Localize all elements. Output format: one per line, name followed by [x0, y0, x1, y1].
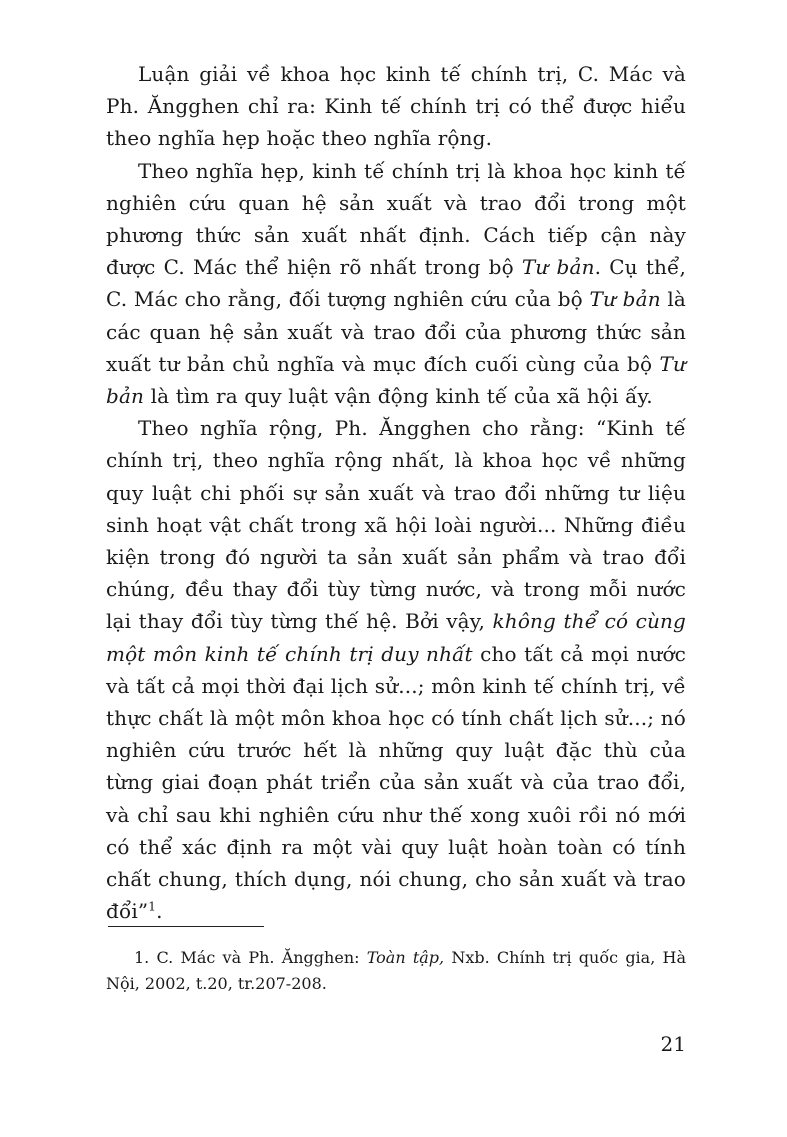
italic-text: Tư bản	[521, 255, 595, 280]
main-text	[106, 58, 686, 927]
text-run: Theo nghĩa hẹp, kinh tế chính trị là khoa học kinh tế nghiên cứu quan hệ sản xuất và trao đổi trong một phương thức sản xuất nhất định. Cách tiếp cận này được C. Mác thể hiện rõ nhất trong bộ	[106, 158, 686, 280]
text-run: Luận giải về khoa học kinh tế chính trị, C. Mác và Ph. Ăngghen chỉ ra: Kinh tế chính trị có thể được hiểu theo nghĩa hẹp hoặc theo nghĩa rộng.	[106, 62, 686, 151]
italic-text: Toàn tập,	[366, 948, 445, 967]
text-run: là các quan hệ sản xuất và trao đổi của phương thức sản xuất tư bản chủ nghĩa và mục đích cuối cùng của bộ	[106, 287, 687, 376]
italic-text: Tư bản	[106, 351, 686, 409]
paragraph	[106, 155, 686, 413]
text-run: cho tất cả mọi nước và tất cả mọi thời đại lịch sử...; môn kinh tế chính trị, về thực chất là một môn khoa học có tính chất lịch sử...; nó nghiên cứu trước hết là những quy luật đặc thù của từng giai đoạn phát triển của sản xuất và của trao đổi, và chỉ sau khi nghiên cứu như thế xong xuôi rồi nó mới có thể xác định ra một vài quy luật hoàn toàn có tính chất chung, thích dụng, nói chung, cho sản xuất và trao đổi”	[106, 641, 686, 924]
italic-text: không thể có cùng một môn kinh tế chính trị duy nhất	[106, 609, 687, 666]
text-run: Nxb. Chính trị quốc gia, Hà Nội, 2002, t.20, tr.207-208.	[106, 948, 686, 993]
footnote-marker: 1	[148, 899, 157, 914]
footnote-divider	[108, 926, 264, 927]
text-run: 1. C. Mác và Ph. Ăngghen:	[134, 948, 367, 967]
text-run: . Cụ thể, C. Mác cho rằng, đối tượng nghiên cứu của bộ	[106, 255, 687, 312]
footnote	[106, 945, 686, 997]
text-run: .	[156, 899, 163, 924]
page-number: 21	[660, 1032, 686, 1056]
paragraph	[106, 58, 686, 155]
text-run: là tìm ra quy luật vận động kinh tế của xã hội ấy.	[144, 384, 653, 409]
italic-text: Tư bản	[589, 287, 661, 312]
text-run: Theo nghĩa rộng, Ph. Ăngghen cho rằng: “Kinh tế chính trị, theo nghĩa rộng nhất, là khoa học về những quy luật chi phối sự sản xuất và trao đổi những tư liệu sinh hoạt vật chất trong xã hội loài người... Những điều kiện trong đó người ta sản xuất sản phẩm và trao đổi chúng, đều thay đổi tùy từng nước, và trong mỗi nước lại thay đổi tùy từng thế hệ. Bởi vậy,	[106, 416, 686, 634]
paragraph	[106, 412, 686, 927]
